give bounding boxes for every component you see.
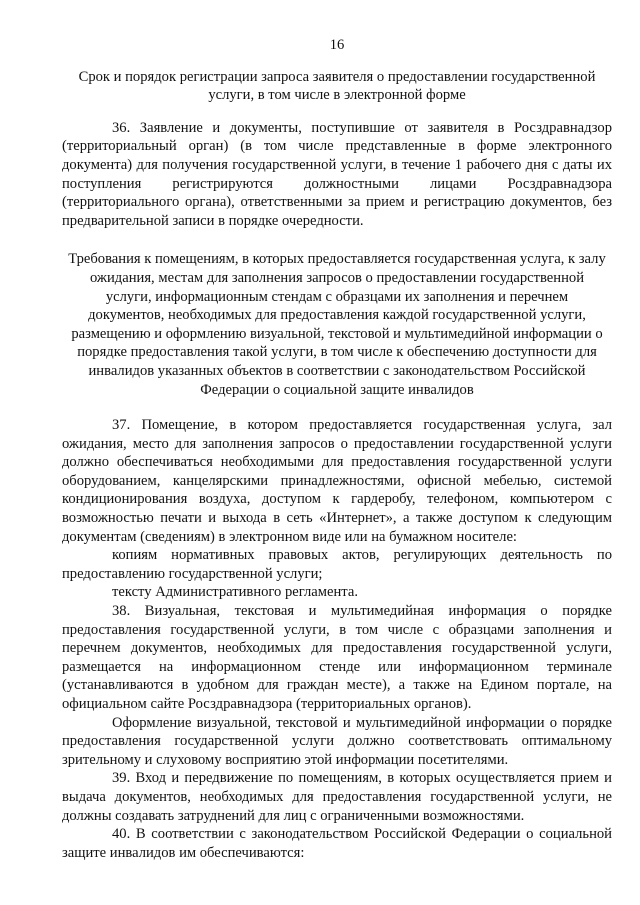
paragraph-39: 39. Вход и передвижение по помещениям, в которых осуществляется прием и выдача документов, необходимых для предоставления государственной услуги, не должны создавать затруднений для лиц с ограниченными возможностями. xyxy=(62,770,612,824)
paragraph-36: 36. Заявление и документы, поступившие от заявителя в Росздравнадзор (территориальный орган) (в том числе представленные в форме электронного документа) для получения государственной услуги, в течение 1 рабочего дня с даты их поступления регистрируются должностными лицами Росздравнадзора (территориального органа), ответственными за прием и регистрацию документов, без предварительной записи в порядке очередности. xyxy=(62,119,612,229)
section-heading-registration: Срок и порядок регистрации запроса заявителя о предоставлении государственной услуги, в том числе в электронной форме xyxy=(78,68,596,104)
paragraph-37: 37. Помещение, в котором предоставляется государственная услуга, зал ожидания, место для заполнения запросов о предоставлении государственной услуги должно обеспечиваться необходимыми для предоставления государственной услуги оборудованием, канцелярскими принадлежностями, офисной мебелью, системой кондиционирования воздуха, доступом к гардеробу, телефоном, компьютером с возможностью печати и выхода в сеть «Интернет», а также доступом к следующим документам (сведениям) в электронном виде или на бумажном носителе: xyxy=(62,417,612,545)
paragraph-38: 38. Визуальная, текстовая и мультимедийная информация о порядке предоставления государственной услуги, в том числе с образцами заполнения и перечнем документов, необходимых для предоставления государственной услуги, размещается на информационном стенде или информационном терминале (устанавливаются в удобном для граждан месте), а также на Едином портале, на официальном сайте Росздравнадзора (территориальных органов). xyxy=(62,603,612,712)
paragraph-40: 40. В соответствии с законодательством Российской Федерации о социальной защите инвалидов им обеспечиваются: xyxy=(62,826,612,861)
section-heading-premises: Требования к помещениям, в которых предоставляется государственная услуга, к залу ожидания, местам для заполнения запросов о предоставлении государственной услуги, информационным стендам с образцами их заполнения и перечнем документов, необходимых для предоставления каждой государственной услуги, размещению и оформлению визуальной, текстовой и мультимедийной информации о порядке предоставления такой услуги, в том числе к обеспечению доступности для инвалидов указанных объектов в соответствии с законодательством Российской Федерации о социальной защите инвалидов xyxy=(68,251,606,398)
paragraph-38-design: Оформление визуальной, текстовой и мультимедийной информации о порядке предоставления государственной услуги должно соответствовать оптимальному зрительному и слуховому восприятию этой информации посетителями. xyxy=(62,714,612,768)
paragraph-37-item-text: тексту Административного регламента. xyxy=(112,584,358,601)
document-page xyxy=(62,36,612,862)
page-number: 16 xyxy=(329,37,345,53)
paragraph-37-item-copies: копиям нормативных правовых актов, регулирующих деятельность по предоставлению государственной услуги; xyxy=(62,547,612,582)
